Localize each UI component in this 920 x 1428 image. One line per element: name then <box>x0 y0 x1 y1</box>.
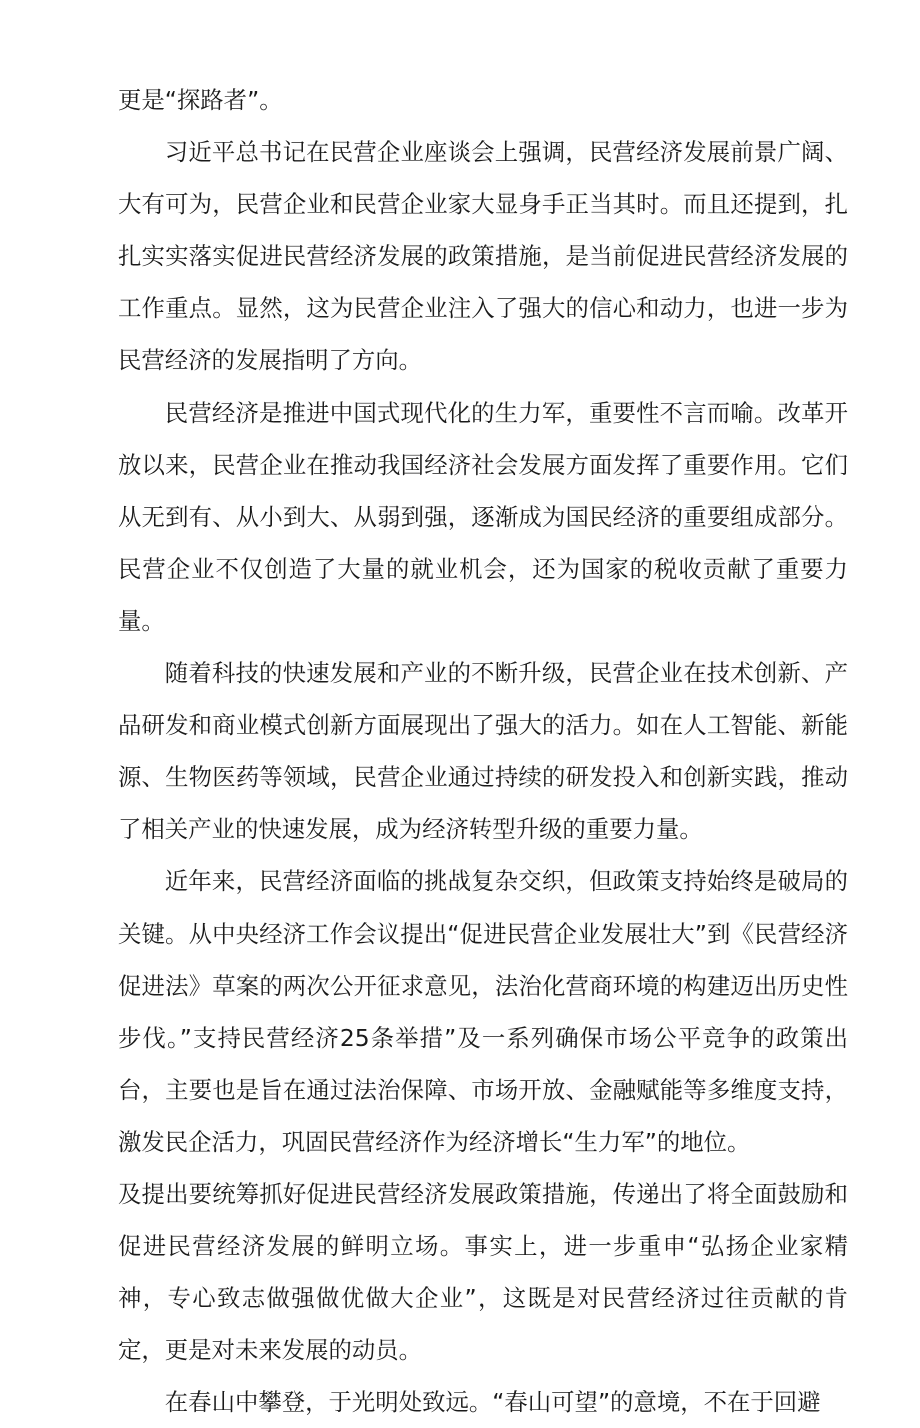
paragraph-5: 近年来，民营经济面临的挑战复杂交织，但政策支持始终是破局的关键。从中央经济工作会议提出“促进民营企业发展壮大”到《民营经济促进法》草案的两次公开征求意见，法治化营商环境的构建迈出历史性步伐。”支持民营经济25条举措”及一系列确保市场公平竞争的政策出台，主要也是旨在通过法治保障、市场开放、金融赋能等多维度支持，激发民企活力，巩固民营经济作为经济增长“生力军”的地位。 <box>118 867 848 1156</box>
paragraph-7: 在春山中攀登，于光明处致远。“春山可望”的意境，不在于回避 <box>164 1388 821 1417</box>
paragraph-1: 更是“探路者”。 <box>118 86 283 114</box>
paragraph-6: 及提出要统筹抓好促进民营经济发展政策措施，传递出了将全面鼓励和促进民营经济发展的鲜明立场。事实上，进一步重申“弘扬企业家精神，专心致志做强做优做大企业”，这既是对民营经济过往贡献的肯定，更是对未来发展的动员。 <box>118 1179 848 1365</box>
document-body <box>118 74 848 1428</box>
paragraph-2: 习近平总书记在民营企业座谈会上强调，民营经济发展前景广阔、大有可为，民营企业和民营企业家大显身手正当其时。而且还提到，扎扎实实落实促进民营经济发展的政策措施，是当前促进民营经济发展的工作重点。显然，这为民营企业注入了强大的信心和动力，也进一步为民营经济的发展指明了方向。 <box>118 138 848 375</box>
paragraph-4: 随着科技的快速发展和产业的不断升级，民营企业在技术创新、产品研发和商业模式创新方面展现出了强大的活力。如在人工智能、新能源、生物医药等领域，民营企业通过持续的研发投入和创新实践，推动了相关产业的快速发展，成为经济转型升级的重要力量。 <box>118 659 848 844</box>
paragraph-3: 民营经济是推进中国式现代化的生力军，重要性不言而喻。改革开放以来，民营企业在推动我国经济社会发展方面发挥了重要作用。它们从无到有、从小到大、从弱到强，逐渐成为国民经济的重要组成部分。民营企业不仅创造了大量的就业机会，还为国家的税收贡献了重要力量。 <box>118 398 848 635</box>
